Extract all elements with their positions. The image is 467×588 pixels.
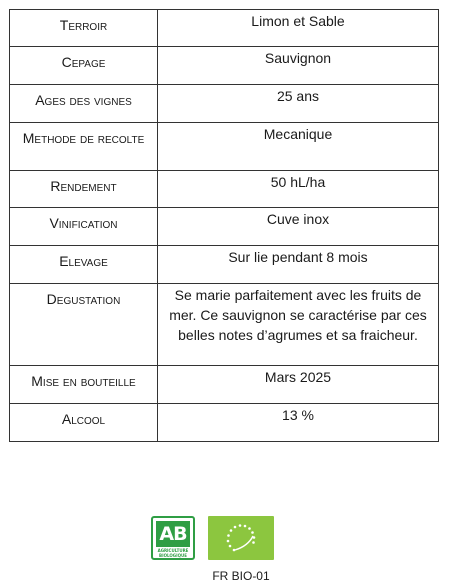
table-row [10, 85, 439, 123]
eu-leaf-stars-icon [208, 516, 274, 560]
ab-caption: AGRICULTURE BIOLOGIQUE [157, 548, 189, 558]
row-value-alcool: 13 % [158, 404, 439, 442]
table-row [10, 246, 439, 284]
row-label-ages: Ages des vignes [10, 85, 158, 123]
row-label-terroir: Terroir [10, 10, 158, 47]
row-label-degustation: Degustation [10, 284, 158, 366]
row-label-rendement: Rendement [10, 171, 158, 208]
row-label-methode: Methode de recolte [10, 123, 158, 171]
row-label-vinification: Vinification [10, 208, 158, 246]
organic-logos [151, 516, 276, 562]
row-value-vinification: Cuve inox [158, 208, 439, 246]
row-label-cepage: Cepage [10, 47, 158, 85]
eu-organic-leaf-icon [208, 516, 274, 560]
row-value-terroir: Limon et Sable [158, 10, 439, 47]
ab-letters: AB [156, 521, 190, 547]
table-row [10, 123, 439, 171]
wine-spec-table [9, 9, 439, 442]
row-value-methode: Mecanique [158, 123, 439, 171]
row-label-alcool: Alcool [10, 404, 158, 442]
table-row [10, 284, 439, 366]
row-value-mise-en-bouteille: Mars 2025 [158, 366, 439, 404]
table-row [10, 171, 439, 208]
table-row [10, 10, 439, 47]
row-value-elevage: Sur lie pendant 8 mois [158, 246, 439, 284]
row-value-rendement: 50 hL/ha [158, 171, 439, 208]
row-label-elevage: Elevage [10, 246, 158, 284]
row-value-degustation: Se marie parfaitement avec les fruits de mer. Ce sauvignon se caractérise par ces belles notes d’agrumes et sa fraicheur. [158, 284, 439, 366]
row-label-mise-en-bouteille: Mise en bouteille [10, 366, 158, 404]
table-row [10, 366, 439, 404]
row-value-ages: 25 ans [158, 85, 439, 123]
table-row [10, 208, 439, 246]
ab-organic-logo [151, 516, 195, 560]
table-row [10, 47, 439, 85]
table-row [10, 404, 439, 442]
row-value-cepage: Sauvignon [158, 47, 439, 85]
certification-code: FR BIO-01 [212, 569, 270, 583]
